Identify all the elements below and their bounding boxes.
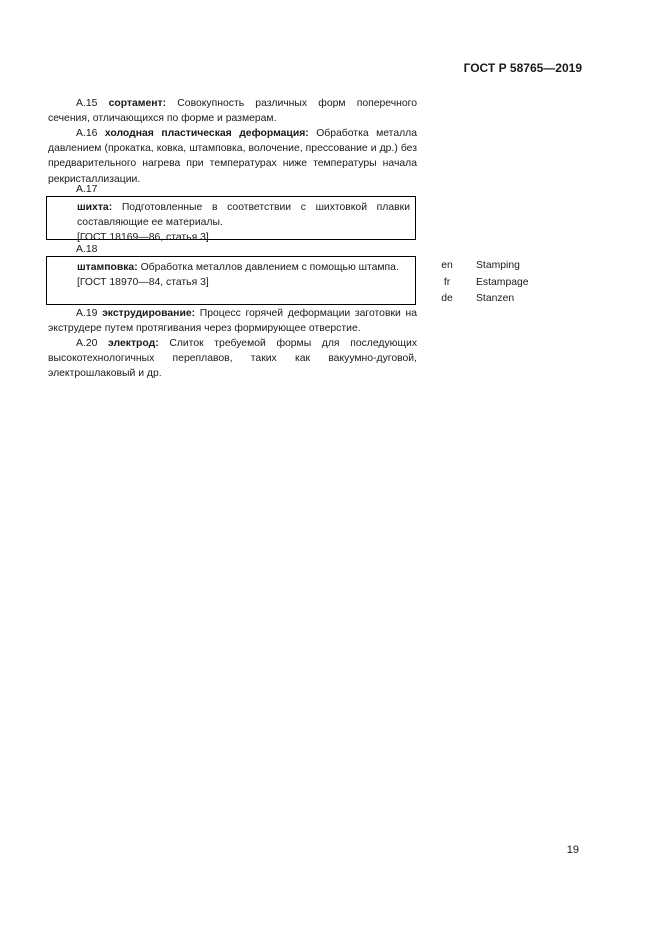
entry-number: А.20 (76, 338, 98, 349)
equivalent-de (432, 291, 552, 308)
entry-term: сортамент: (108, 98, 167, 109)
entry-number: А.16 (76, 128, 98, 139)
entry-term: экструдирование: (102, 308, 196, 319)
entry-a15 (48, 96, 417, 126)
entry-definition: Совокупность различных форм поперечного сечения, отличающихся по форме и размерам. (48, 98, 418, 125)
entry-number-a18: А.18 (76, 244, 98, 255)
equivalent-term: Stanzen (476, 293, 515, 304)
source-reference: [ГОСТ 18970—84, статья 3] (77, 277, 209, 289)
language-code: en (441, 260, 453, 271)
boxed-definition (77, 260, 410, 275)
entry-a19 (48, 306, 417, 336)
foreign-equivalents (432, 258, 552, 308)
entry-term: холодная пластическая деформация: (104, 128, 309, 139)
entry-number-a17: А.17 (76, 184, 98, 195)
equivalent-term: Estampage (476, 276, 529, 288)
source-reference: [ГОСТ 18169—86, статья 3] (77, 232, 209, 244)
equivalent-term: Stamping (476, 260, 520, 271)
entry-a20 (48, 336, 417, 382)
definition-box-a17 (46, 196, 416, 244)
boxed-definition (77, 200, 410, 230)
entry-number: А.19 (76, 308, 98, 319)
entry-definition: Обработка металлов давлением с помощью штампа. (140, 262, 399, 273)
entry-a16 (48, 126, 417, 187)
standard-code: ГОСТ Р 58765—2019 (463, 61, 582, 75)
entry-term: шихта: (77, 202, 113, 213)
entry-term: штамповка: (77, 262, 138, 273)
entry-definition: Слиток требуемой формы для последующих высокотехнологичных переплавов, таких как вакуумно-дуговой, электрошлаковый и др. (48, 338, 418, 380)
language-code: fr (443, 276, 451, 288)
equivalent-fr (432, 275, 552, 292)
entry-number: А.15 (76, 98, 98, 109)
page-number: 19 (566, 844, 579, 856)
definition-box-a18 (46, 256, 416, 305)
entry-term: электрод: (108, 338, 159, 349)
entry-definition: Подготовленные в соответствии с шихтовкой плавки составляющие ее материалы. (77, 202, 410, 229)
equivalent-en (432, 258, 552, 275)
language-code: de (441, 293, 453, 304)
entry-definition: Процесс горячей деформации заготовки на экструдере путем протягивания через формирующее отверстие. (48, 308, 418, 335)
entry-definition: Обработка металла давлением (прокатка, ковка, штамповка, волочение, прессование и др.) без предварительного нагрева при температурах ниже температуры начала рекристаллизации. (48, 128, 418, 185)
